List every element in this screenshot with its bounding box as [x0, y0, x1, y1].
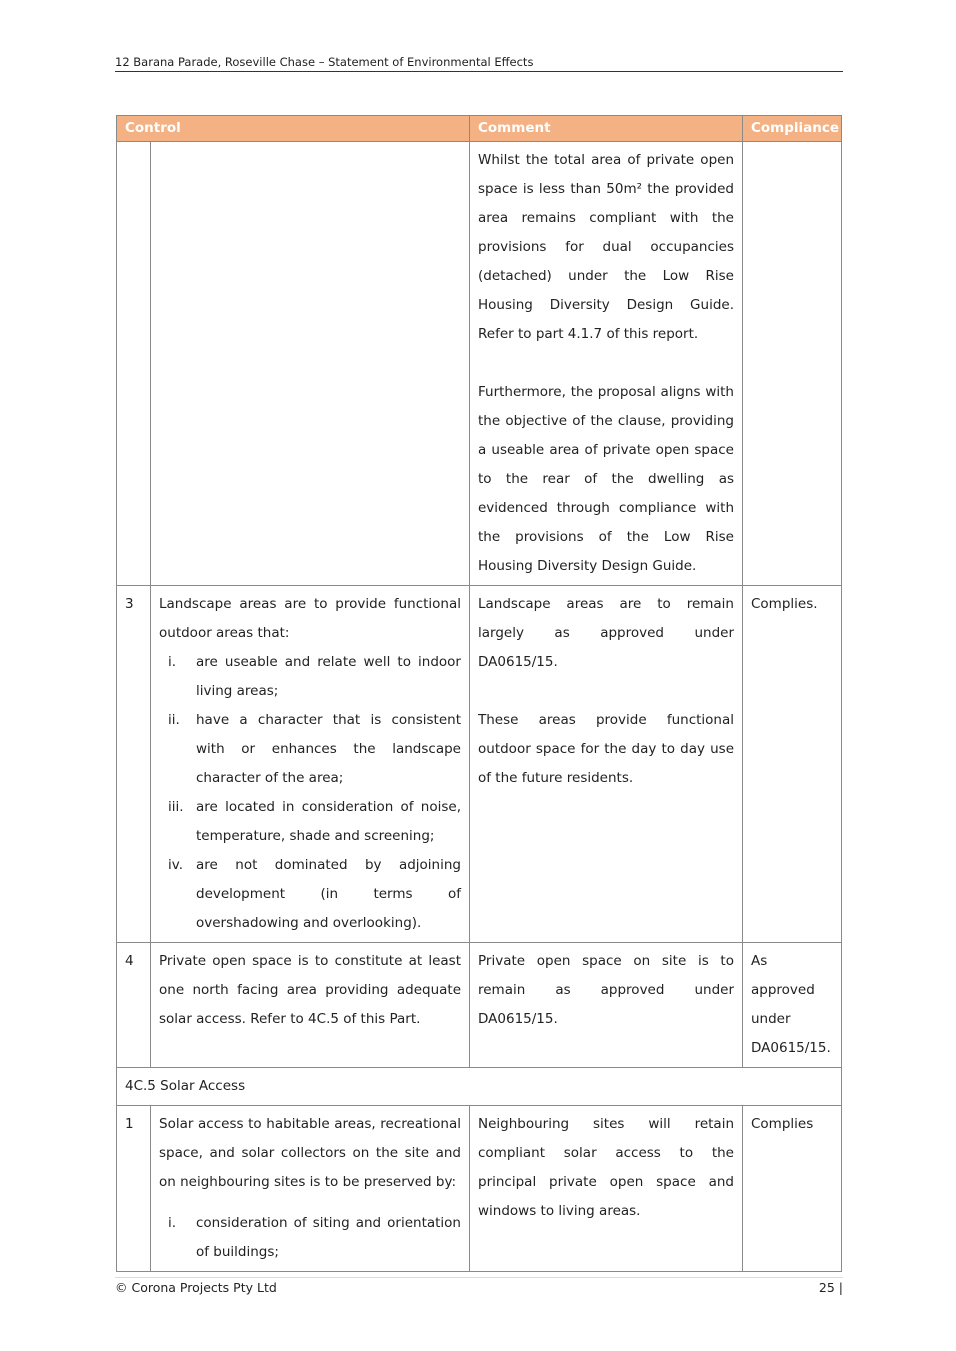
control-intro: Landscape areas are to provide functional outdoor areas that: [159, 596, 461, 641]
comment-paragraph: Landscape areas are to remain largely as approved under DA0615/15. [478, 596, 734, 670]
row-control: Private open space is to constitute at least one north facing area providing adequate solar access. Refer to 4C.5 of this Part. [151, 943, 470, 1068]
page-number: 25 | [818, 1280, 843, 1295]
row-compliance: As approved under DA0615/15. [743, 943, 842, 1068]
list-item: iv. are not dominated by adjoining development (in terms of overshadowing and overlooking). [168, 857, 461, 931]
table-header-row [117, 116, 842, 142]
compliance-table [116, 115, 842, 1272]
page-header: 12 Barana Parade, Roseville Chase – Statement of Environmental Effects [115, 55, 843, 72]
table-row [117, 142, 842, 586]
row-comment: Private open space on site is to remain as approved under DA0615/15. [470, 943, 743, 1068]
footer-divider [115, 1277, 843, 1278]
row-control [151, 1106, 470, 1272]
comment-paragraph: These areas provide functional outdoor space for the day to day use of the future residents. [478, 712, 734, 786]
footer-copyright: © Corona Projects Pty Ltd [115, 1280, 277, 1295]
row-number: 3 [117, 586, 151, 943]
comment-paragraph: Whilst the total area of private open space is less than 50m² the provided area remains compliant with the provisions for dual occupancies (detached) under the Low Rise Housing Diversity Design Guide. Refer to part 4.1.7 of this report. [478, 152, 734, 342]
list-item: i. consideration of siting and orientation of buildings; [168, 1215, 461, 1260]
list-item: iii. are located in consideration of noise, temperature, shade and screening; [168, 799, 461, 844]
row-control [151, 142, 470, 586]
control-list [159, 1209, 461, 1267]
row-number: 4 [117, 943, 151, 1068]
row-comment [470, 586, 743, 943]
header-compliance: Compliance [743, 116, 842, 142]
control-list [159, 648, 461, 938]
section-heading: 4C.5 Solar Access [117, 1068, 842, 1106]
row-compliance: Complies [743, 1106, 842, 1272]
header-control: Control [117, 116, 470, 142]
row-number [117, 142, 151, 586]
table-row [117, 586, 842, 943]
table-row [117, 1106, 842, 1272]
list-item: i. are useable and relate well to indoor living areas; [168, 654, 461, 699]
row-comment: Neighbouring sites will retain compliant solar access to the principal private open space and windows to living areas. [470, 1106, 743, 1272]
control-intro: Solar access to habitable areas, recreational space, and solar collectors on the site and on neighbouring sites is to be preserved by: [159, 1116, 461, 1190]
header-comment: Comment [470, 116, 743, 142]
row-compliance [743, 142, 842, 586]
comment-paragraph: Furthermore, the proposal aligns with the objective of the clause, providing a useable area of private open space to the rear of the dwelling as evidenced through compliance with the provisions of the Low Rise Housing Diversity Design Guide. [478, 384, 734, 574]
row-number: 1 [117, 1106, 151, 1272]
row-control [151, 586, 470, 943]
row-comment [470, 142, 743, 586]
row-compliance: Complies. [743, 586, 842, 943]
table-row [117, 943, 842, 1068]
section-row [117, 1068, 842, 1106]
list-item: ii. have a character that is consistent with or enhances the landscape character of the area; [168, 712, 461, 786]
